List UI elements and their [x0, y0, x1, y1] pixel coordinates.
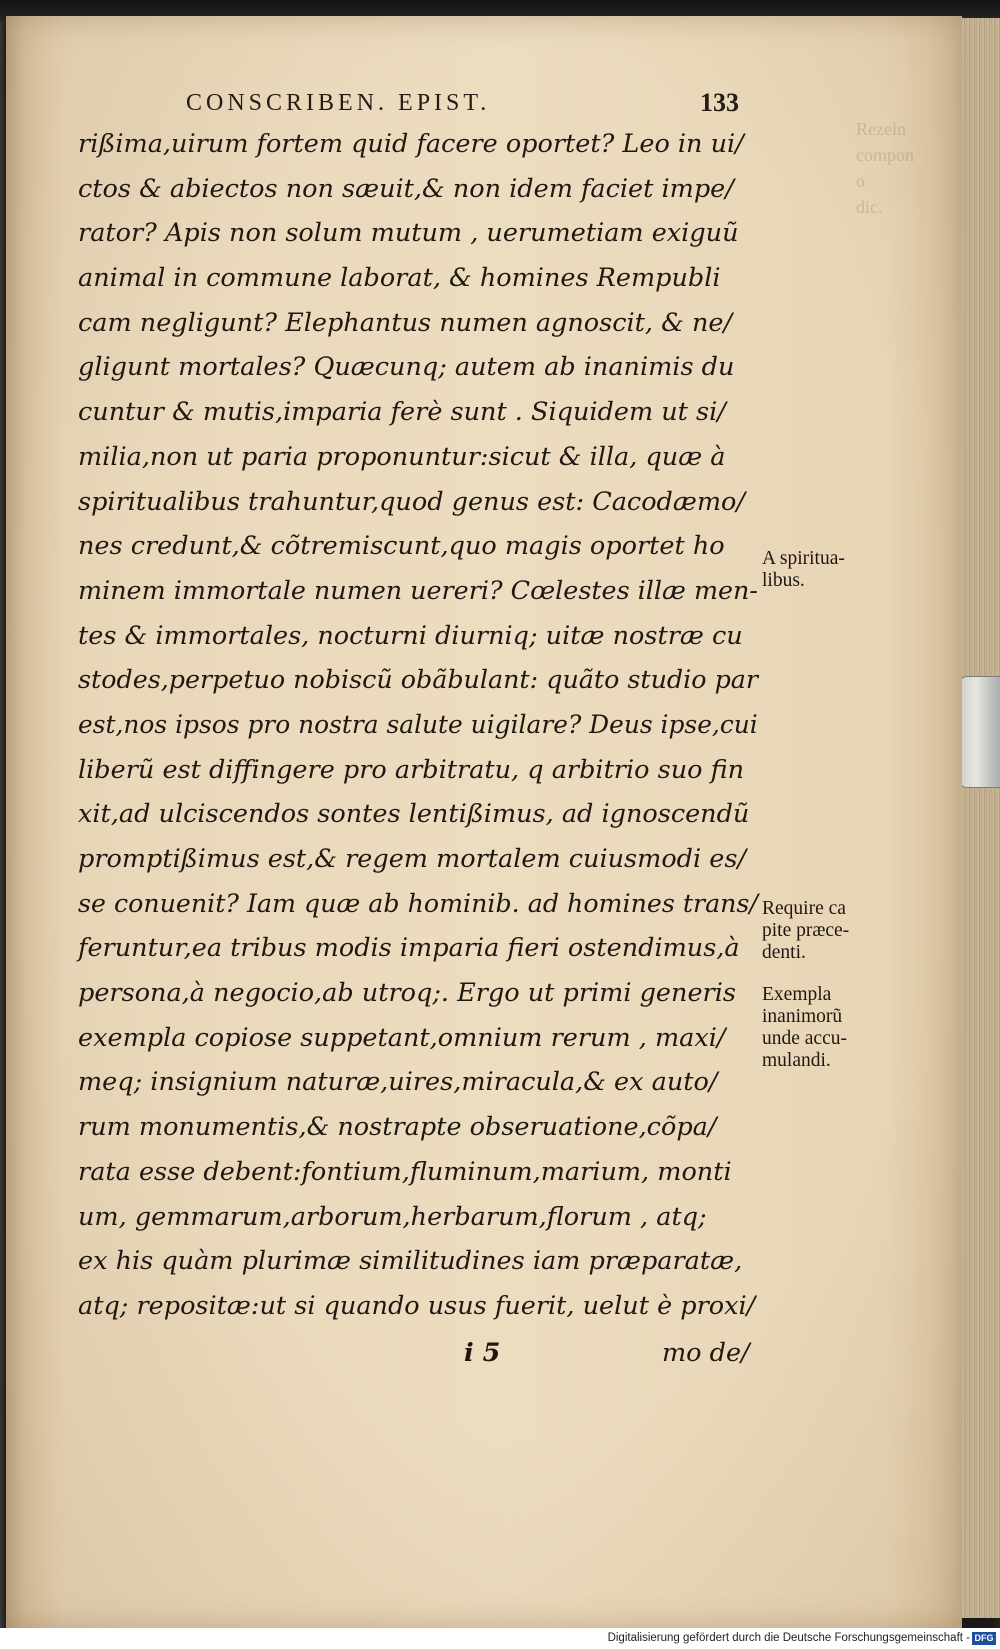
margin-note-line: libus.: [762, 570, 805, 591]
bleed-through-notes: Rezeln compon o dic.: [856, 119, 914, 217]
margin-note-line: inanimorũ: [762, 1006, 843, 1027]
text-line: minem immortale numen uereri? Cœlestes illæ men-: [78, 575, 758, 606]
text-line: milia,non ut paria proponuntur:sicut & illa, quæ à: [78, 441, 726, 472]
text-line: rator? Apis non solum mutum , uerumetiam exiguũ: [78, 218, 739, 249]
text-line: rum monumentis,& nostrapte obseruatione,cõpa/: [78, 1112, 717, 1143]
margin-note-line: Exempla: [762, 984, 832, 1005]
text-line: feruntur,ea tribus modis imparia fieri ostendimus,à: [78, 933, 740, 964]
margin-note-line: Require ca: [762, 898, 846, 919]
footer-credit: Digitalisierung gefördert durch die Deutsche Forschungsgemeinschaft -: [607, 1632, 970, 1644]
book-fore-edge: [959, 18, 1000, 1618]
text-line: meq; insignium naturæ,uires,miracula,& ex auto/: [78, 1067, 718, 1098]
signature-line: [78, 1338, 758, 1382]
main-text-block: [78, 122, 758, 1329]
text-line: promptißimus est,& regem mortalem cuiusmodi es/: [78, 844, 747, 874]
text-line: cam negligunt? Elephantus numen agnoscit, & ne/: [78, 307, 733, 338]
text-line: exempla copiose suppetant,omnium rerum , maxi/: [78, 1022, 726, 1053]
margin-note-require: [762, 898, 849, 964]
text-line: rißima,uirum fortem quid facere oportet? Leo in ui/: [78, 129, 744, 159]
margin-note-line: denti.: [762, 942, 806, 963]
margin-note-line: unde accu-: [762, 1028, 847, 1049]
text-line: persona,à negocio,ab utroq;. Ergo ut primi generis: [78, 978, 736, 1009]
text-line: spiritualibus trahuntur,quod genus est: Cacodæmo/: [78, 486, 745, 517]
text-line: um, gemmarum,arborum,herbarum,florum , atq;: [78, 1201, 707, 1232]
text-line: animal in commune laborat, & homines Rempubli: [78, 263, 721, 294]
book-page: [6, 16, 962, 1628]
text-line: rata esse debent:fontium,fluminum,marium, monti: [78, 1156, 732, 1187]
running-head: CONSCRIBEN. EPIST.: [186, 90, 491, 116]
text-line: atq; repositæ:ut si quando usus fuerit, uelut è proxi/: [78, 1290, 756, 1321]
margin-note-spiritualibus: [762, 548, 845, 592]
dfg-logo: DFG: [972, 1632, 996, 1645]
margin-note-line: pite præce-: [762, 920, 850, 941]
page-number: 133: [700, 88, 739, 117]
text-line: stodes,perpetuo nobiscũ obãbulant: quãto studio par: [78, 665, 759, 696]
margin-note-exempla: [762, 984, 847, 1072]
text-line: ctos & abiectos non sæuit,& non idem faciet impe/: [78, 173, 734, 204]
margin-note-line: mulandi.: [762, 1050, 831, 1071]
catchword: mo de/: [662, 1338, 750, 1368]
text-line: gligunt mortales? Quæcunq; autem ab inanimis du: [78, 352, 735, 383]
margin-note-line: A spiritua-: [762, 548, 845, 569]
text-line: cuntur & mutis,imparia ferè sunt . Siquidem ut si/: [78, 397, 726, 428]
text-line: tes & immortales, nocturni diurniq; uitæ nostræ cu: [78, 620, 743, 651]
text-line: liberũ est diffingere pro arbitratu, q arbitrio suo fin: [78, 754, 745, 785]
text-line: nes credunt,& cõtremiscunt,quo magis oportet ho: [78, 531, 725, 562]
text-line: est,nos ipsos pro nostra salute uigilare? Deus ipse,cui: [78, 709, 758, 740]
footer-bar: [0, 1628, 1000, 1649]
text-line: xit,ad ulciscendos sontes lentißimus, ad ignoscendũ: [78, 799, 750, 830]
text-line: ex his quàm plurimæ similitudines iam præparatæ,: [78, 1246, 743, 1277]
signature-mark: i 5: [464, 1338, 501, 1368]
text-line: se conuenit? Iam quæ ab hominib. ad homines trans/: [78, 888, 758, 919]
